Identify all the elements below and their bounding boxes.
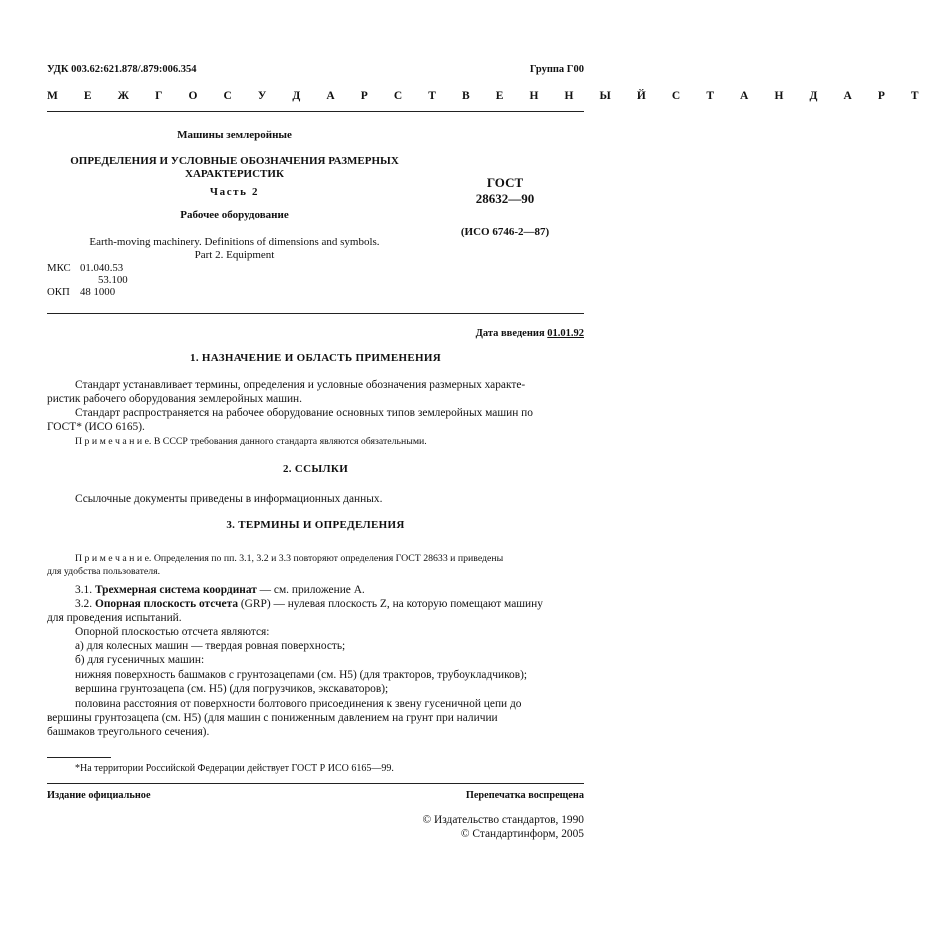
term-3-1-number: 3.1. <box>75 584 93 596</box>
gost-number: 28632—90 <box>475 191 535 206</box>
mks-label: МКС <box>47 262 71 274</box>
term-3-2-definition-cont: для проведения испытаний. <box>47 612 182 624</box>
section-1-paragraph-1b: ристик рабочего оборудования землеройных машин. <box>47 393 303 405</box>
section-3-note-b: для удобства пользователя. <box>47 566 161 577</box>
footer-divider <box>47 783 584 784</box>
section-3-note-label: П р и м е ч а н и е. <box>75 553 152 564</box>
iso-reference: (ИСО 6746-2—87) <box>460 226 550 238</box>
grp-list-item-b3b: вершины грунтозацепа (см. Н5) (для машин с пониженным давлением на грунт при наличии <box>47 712 498 724</box>
grp-list-item-a: а) для колесных машин — твердая ровная поверхность; <box>75 640 346 652</box>
english-title-2: Part 2. Equipment <box>194 249 275 261</box>
section-1-paragraph-2b: ГОСТ* (ИСО 6165). <box>47 421 145 433</box>
section-2-paragraph: Ссылочные документы приведены в информационных данных. <box>75 493 383 505</box>
footnote-divider <box>47 757 111 758</box>
subtitle: Рабочее оборудование <box>180 209 289 221</box>
section-3-note-a <box>75 553 503 564</box>
footnote: *На территории Российской Федерации действует ГОСТ Р ИСО 6165—99. <box>75 763 394 774</box>
mks-code-2: 53.100 <box>98 274 128 286</box>
category-title: Машины землеройные <box>177 129 292 141</box>
copyright-2: © Стандартинформ, 2005 <box>460 828 584 840</box>
section-1-note-text: В СССР требования данного стандарта являются обязательными. <box>153 436 427 447</box>
section-1-paragraph-2a: Стандарт распространяется на рабочее оборудование основных типов землеройных машин по <box>75 407 533 419</box>
title-divider <box>47 313 584 314</box>
section-1-heading: 1. НАЗНАЧЕНИЕ И ОБЛАСТЬ ПРИМЕНЕНИЯ <box>190 352 441 364</box>
title-line-2: ХАРАКТЕРИСТИК <box>185 168 284 180</box>
copyright-1: © Издательство стандартов, 1990 <box>422 814 584 826</box>
term-3-2 <box>75 598 543 610</box>
introduction-date <box>476 328 584 339</box>
part-label: Часть 2 <box>209 186 260 198</box>
mks-code-1: 01.040.53 <box>80 262 124 274</box>
title-line-1: ОПРЕДЕЛЕНИЯ И УСЛОВНЫЕ ОБОЗНАЧЕНИЯ РАЗМЕРНЫХ <box>70 155 399 167</box>
header-divider <box>47 111 584 112</box>
term-3-1-term: Трехмерная система координат <box>94 584 257 596</box>
grp-list-item-b: б) для гусеничных машин: <box>75 654 205 666</box>
grp-list-item-b3a: половина расстояния от поверхности болтового присоединения к звену гусеничной цепи до <box>75 698 522 710</box>
section-1-paragraph-1a: Стандарт устанавливает термины, определения и условные обозначения размерных характе- <box>75 379 526 391</box>
term-3-1-definition: — см. приложение А. <box>256 584 365 596</box>
reprint-prohibited: Перепечатка воспрещена <box>465 790 584 801</box>
section-3-note-text: Определения по пп. 3.1, 3.2 и 3.3 повторяют определения ГОСТ 28633 и приведены <box>153 553 504 564</box>
udk-code: УДК 003.62:621.878/.879:006.354 <box>47 64 197 75</box>
standard-banner: М Е Ж Г О С У Д А Р С Т В Е Н Н Ы Й С Т А Н Д А Р Т <box>47 90 930 102</box>
section-3-heading: 3. ТЕРМИНЫ И ОПРЕДЕЛЕНИЯ <box>226 519 405 531</box>
gost-label: ГОСТ <box>486 175 524 190</box>
introduction-date-value: 01.01.92 <box>547 328 584 339</box>
section-1-note-label: П р и м е ч а н и е. <box>75 436 152 447</box>
group-code: Группа Г00 <box>529 64 584 75</box>
english-title-1: Earth-moving machinery. Definitions of dimensions and symbols. <box>89 236 380 248</box>
section-1-note <box>75 436 427 447</box>
grp-list-intro: Опорной плоскостью отсчета являются: <box>75 626 270 638</box>
term-3-1 <box>75 584 365 596</box>
term-3-2-definition: (GRP) — нулевая плоскость Z, на которую помещают машину <box>238 598 543 610</box>
okp-code: 48 1000 <box>80 286 116 298</box>
grp-list-item-b2: вершина грунтозацепа (см. Н5) (для погрузчиков, экскаваторов); <box>75 683 389 695</box>
section-2-heading: 2. ССЫЛКИ <box>282 463 349 475</box>
term-3-2-term: Опорная плоскость отсчета <box>94 598 239 610</box>
introduction-date-label: Дата введения <box>475 328 545 339</box>
grp-list-item-b3c: башмаков треугольного сечения). <box>47 726 210 738</box>
term-3-2-number: 3.2. <box>75 598 93 610</box>
okp-label: ОКП <box>47 286 70 298</box>
grp-list-item-b1: нижняя поверхность башмаков с грунтозацепами (см. Н5) (для тракторов, трубоукладчиков); <box>75 669 528 681</box>
official-edition: Издание официальное <box>47 790 151 801</box>
